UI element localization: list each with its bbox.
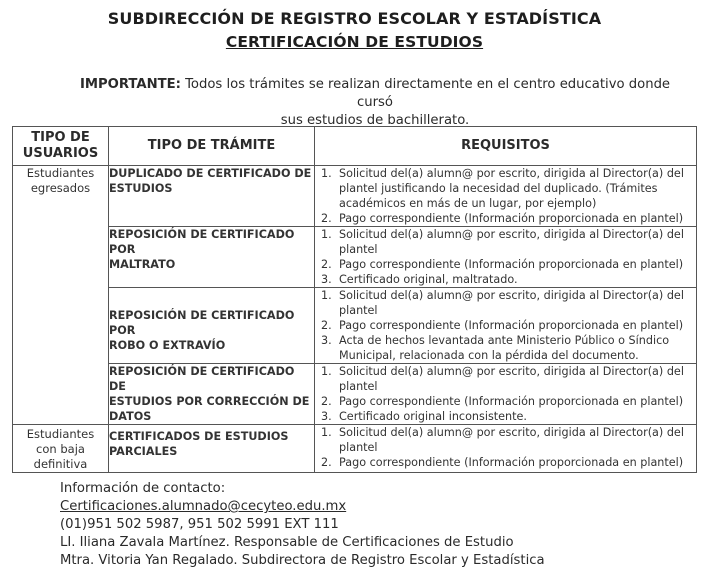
page-title: SUBDIRECCIÓN DE REGISTRO ESCOLAR Y ESTADÍSTICA <box>107 9 602 28</box>
list-item: 2. Pago correspondiente (Información proporcionada en plantel) <box>321 212 684 225</box>
requisitos-cell <box>315 364 697 425</box>
table-header-row <box>13 127 697 166</box>
tramite-cell: REPOSICIÓN DE CERTIFICADO POR ROBO O EXTRAVÍO <box>109 288 315 364</box>
tramite-cell: DUPLICADO DE CERTIFICADO DE ESTUDIOS <box>109 166 315 227</box>
tramite-cell: REPOSICIÓN DE CERTIFICADO DE ESTUDIOS POR CORRECCIÓN DE DATOS <box>109 364 315 425</box>
list-item: 3. Acta de hechos levantada ante Ministerio Público o Síndico Municipal, relacionada con la pérdida del documento. <box>321 334 670 362</box>
list-item: 2. Pago correspondiente (Información proporcionada en plantel) <box>321 258 684 271</box>
page-subtitle: CERTIFICACIÓN DE ESTUDIOS <box>225 33 484 51</box>
contact-email-link[interactable]: Certificaciones.alumnado@cecyteo.edu.mx <box>60 499 347 514</box>
requisitos-cell <box>315 425 697 473</box>
list-item: 3. Certificado original inconsistente. <box>321 410 527 423</box>
tramite-cell: CERTIFICADOS DE ESTUDIOS PARCIALES <box>109 425 315 473</box>
list-item: 1. Solicitud del(a) alumn@ por escrito, dirigida al Director(a) del plantel justificando la necesidad del duplicado. (Trámites académicos en más de un lugar, por ejemplo) <box>321 167 684 210</box>
table-row <box>13 166 697 227</box>
list-item: 1. Solicitud del(a) alumn@ por escrito, dirigida al Director(a) del plantel <box>321 228 684 256</box>
header-tipo-usuarios: TIPO DE USUARIOS <box>13 127 109 166</box>
contact-person-2: Mtra. Vitoria Yan Regalado. Subdirectora de Registro Escolar y Estadística <box>60 553 545 568</box>
user-type-baja-definitiva: Estudiantes con baja definitiva <box>13 425 109 473</box>
requisitos-cell <box>315 227 697 288</box>
list-item: 2. Pago correspondiente (Información proporcionada en plantel) <box>321 319 684 332</box>
important-text-line2: sus estudios de bachillerato. <box>280 113 470 128</box>
table-row <box>13 227 697 288</box>
important-label: IMPORTANTE: <box>79 77 181 92</box>
contact-block <box>60 480 545 570</box>
list-item: 1. Solicitud del(a) alumn@ por escrito, dirigida al Director(a) del plantel <box>321 289 684 317</box>
table-row <box>13 288 697 364</box>
list-item: 3. Certificado original, maltratado. <box>321 273 518 286</box>
table-row <box>13 425 697 473</box>
tramite-cell: REPOSICIÓN DE CERTIFICADO POR MALTRATO <box>109 227 315 288</box>
table-row <box>13 364 697 425</box>
user-type-egresados: Estudiantes egresados <box>13 166 109 425</box>
list-item: 1. Solicitud del(a) alumn@ por escrito, dirigida al Director(a) del plantel <box>321 426 684 454</box>
list-item: 2. Pago correspondiente (Información proporcionada en plantel) <box>321 395 684 408</box>
list-item: 1. Solicitud del(a) alumn@ por escrito, dirigida al Director(a) del plantel <box>321 365 684 393</box>
contact-person-1: LI. Iliana Zavala Martínez. Responsable de Certificaciones de Estudio <box>60 535 514 550</box>
requisitos-cell <box>315 288 697 364</box>
important-notice <box>60 76 690 130</box>
contact-heading: Información de contacto: <box>60 481 226 496</box>
list-item: 2. Pago correspondiente (Información proporcionada en plantel) <box>321 456 684 469</box>
header-requisitos: REQUISITOS <box>315 127 697 166</box>
contact-phone: (01)951 502 5987, 951 502 5991 EXT 111 <box>60 517 339 532</box>
important-text-line1: Todos los trámites se realizan directamente en el centro educativo donde cursó <box>185 77 671 110</box>
header-tipo-tramite: TIPO DE TRÁMITE <box>109 127 315 166</box>
requirements-table <box>12 126 697 473</box>
requisitos-cell <box>315 166 697 227</box>
